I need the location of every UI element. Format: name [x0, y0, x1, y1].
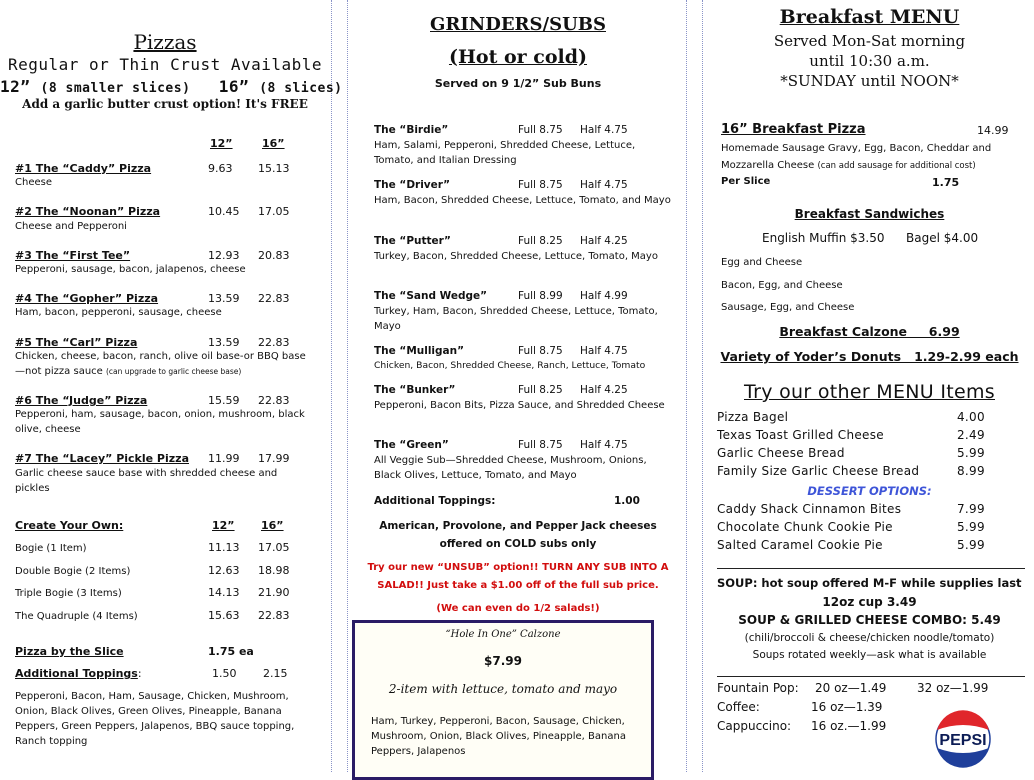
- dessert-price: 5.99: [957, 520, 985, 534]
- cheese-line-2: offered on COLD subs only: [439, 538, 597, 550]
- breakfast-column: [705, 0, 1034, 772]
- create-item-price-12: 12.63: [208, 564, 240, 577]
- pepsi-logo-icon: [920, 708, 1006, 768]
- sub-full-price: Full 8.75: [518, 345, 563, 357]
- pizza-desc: Ham, bacon, pepperoni, sausage, cheese: [15, 307, 222, 318]
- pizza-by-slice-price: 1.75 ea: [208, 645, 254, 658]
- breakfast-served: Served Mon-Sat morning: [773, 32, 966, 50]
- pizza-name: #4 The “Gopher” Pizza: [15, 292, 159, 305]
- column-divider: [686, 0, 687, 772]
- pizza-desc: Cheese and Pepperoni: [15, 221, 127, 232]
- soup-cup: 12oz cup 3.49: [822, 595, 917, 609]
- pizza-name: #6 The “Judge” Pizza: [15, 394, 148, 407]
- pizza-price-16: 22.83: [258, 292, 290, 305]
- toppings-list: Pepperoni, Bacon, Ham, Sausage, Chicken, Mushroom, Onion, Black Olives, Green Olives, Pineapple, Banana Peppers, Green Peppers, Jalapenos, BBQ sauce topping, Ranch topping: [15, 691, 295, 747]
- other-item-name: Garlic Cheese Bread: [717, 446, 845, 460]
- other-item-price: 2.49: [957, 428, 985, 442]
- toppings-label: Additional Toppings:: [15, 667, 142, 680]
- pizzas-column: [0, 0, 343, 772]
- sub-half-price: Half 4.75: [580, 179, 628, 191]
- create-item-name: Bogie (1 Item): [15, 543, 87, 554]
- other-item-price: 8.99: [957, 464, 985, 478]
- sub-half-price: Half 4.25: [580, 384, 628, 396]
- pizza-price-12: 10.45: [208, 205, 240, 218]
- sandwich-item: Sausage, Egg, and Cheese: [721, 302, 855, 313]
- calzone-price: $7.99: [484, 654, 522, 668]
- pizza-name: #1 The “Caddy” Pizza: [15, 162, 152, 175]
- sub-full-price: Full 8.99: [518, 290, 563, 302]
- col-16-header: 16”: [261, 519, 284, 532]
- pizza-price-12: 13.59: [208, 292, 240, 305]
- breakfast-pizza-price: 14.99: [977, 124, 1009, 137]
- calzone-desc: 2-item with lettuce, tomato and mayo: [388, 682, 618, 696]
- create-item-price-16: 17.05: [258, 541, 290, 554]
- sub-half-price: Half 4.75: [580, 124, 628, 136]
- dessert-title: DESSERT OPTIONS:: [807, 484, 932, 498]
- size-line: 12” (8 smaller slices) 16” (8 slices): [0, 77, 343, 96]
- other-item-name: Pizza Bagel: [717, 410, 789, 424]
- soup-line: SOUP: hot soup offered M-F while supplies last: [717, 576, 1022, 590]
- pizza-price-12: 13.59: [208, 336, 240, 349]
- breakfast-pizza-desc: Mozzarella Cheese (can add sausage for additional cost): [721, 160, 976, 171]
- pizza-desc: Pepperoni, ham, sausage, bacon, onion, mushroom, black olive, cheese: [15, 409, 305, 435]
- breakfast-until: until 10:30 a.m.: [809, 52, 930, 70]
- section-divider: [717, 676, 1025, 677]
- breakfast-pizza-name: 16” Breakfast Pizza: [721, 122, 866, 137]
- grinders-title: GRINDERS/SUBS: [430, 14, 606, 35]
- pizza-price-12: 15.59: [208, 394, 240, 407]
- section-divider: [717, 568, 1025, 569]
- soups-rotated: Soups rotated weekly—ask what is available: [752, 649, 987, 661]
- pizza-price-16: 17.99: [258, 452, 290, 465]
- pizza-note: (can upgrade to garlic cheese base): [106, 367, 242, 376]
- toppings-price-16: 2.15: [263, 667, 288, 680]
- sub-half-price: Half 4.99: [580, 290, 628, 302]
- pizza-price-12: 9.63: [208, 162, 233, 175]
- other-item-name: Family Size Garlic Cheese Bread: [717, 464, 920, 478]
- dessert-name: Salted Caramel Cookie Pie: [717, 538, 883, 552]
- other-menu-title: Try our other MENU Items: [744, 381, 995, 403]
- create-item-price-16: 21.90: [258, 586, 290, 599]
- column-divider: [702, 0, 703, 772]
- calzone-box: [352, 620, 654, 780]
- col-12-header: 12”: [212, 519, 235, 532]
- breakfast-calzone: Breakfast Calzone 6.99: [779, 324, 960, 339]
- col-12-header: 12”: [210, 137, 233, 150]
- sub-name: The “Green”: [374, 439, 449, 451]
- dessert-price: 7.99: [957, 502, 985, 516]
- coffee-price: 16 oz—1.39: [811, 700, 883, 714]
- create-item-name: Double Bogie (2 Items): [15, 566, 131, 577]
- pizza-desc: Chicken, cheese, bacon, ranch, olive oil base-or BBQ base—not pizza sauce (can upgrade to garlic cheese base): [15, 351, 306, 377]
- grinders-column: [350, 0, 686, 772]
- pizza-price-12: 12.93: [208, 249, 240, 262]
- cheese-line-1: American, Provolone, and Pepper Jack cheeses: [379, 520, 657, 532]
- donuts: Variety of Yoder’s Donuts 1.29-2.99 each: [720, 349, 1019, 364]
- fountain-label: Fountain Pop:: [717, 681, 799, 695]
- sub-full-price: Full 8.75: [518, 179, 563, 191]
- sub-full-price: Full 8.25: [518, 384, 563, 396]
- sub-name: The “Bunker”: [374, 384, 456, 396]
- per-slice-price: 1.75: [932, 176, 960, 189]
- sub-desc: All Veggie Sub—Shredded Cheese, Mushroom, Onions, Black Olives, Lettuce, Tomato, and Mayo: [374, 455, 647, 481]
- soup-combo: SOUP & GRILLED CHEESE COMBO: 5.49: [738, 613, 1001, 627]
- sub-name: The “Sand Wedge”: [374, 290, 487, 302]
- pizza-price-16: 17.05: [258, 205, 290, 218]
- pepsi-wordmark: PEPSI: [939, 732, 987, 749]
- pizza-desc: Garlic cheese sauce base with shredded cheese and pickles: [15, 468, 278, 494]
- sub-desc: Pepperoni, Bacon Bits, Pizza Sauce, and Shredded Cheese: [374, 400, 665, 411]
- sub-toppings-price: 1.00: [614, 495, 640, 507]
- bagel-price: Bagel $4.00: [906, 231, 979, 245]
- sub-toppings-label: Additional Toppings:: [374, 495, 496, 507]
- toppings-price-12: 1.50: [212, 667, 237, 680]
- other-item-price: 5.99: [957, 446, 985, 460]
- pizza-name: #2 The “Noonan” Pizza: [15, 205, 161, 218]
- sub-half-price: Half 4.75: [580, 439, 628, 451]
- create-item-price-12: 11.13: [208, 541, 240, 554]
- create-item-name: Triple Bogie (3 Items): [15, 588, 122, 599]
- sub-full-price: Full 8.25: [518, 235, 563, 247]
- sub-name: The “Driver”: [374, 179, 451, 191]
- dessert-name: Chocolate Chunk Cookie Pie: [717, 520, 893, 534]
- create-item-price-12: 15.63: [208, 609, 240, 622]
- breakfast-sandwiches-title: Breakfast Sandwiches: [794, 207, 945, 221]
- create-your-own-label: Create Your Own:: [15, 519, 124, 532]
- column-divider: [347, 0, 348, 772]
- create-item-price-16: 18.98: [258, 564, 290, 577]
- coffee-label: Coffee:: [717, 700, 760, 714]
- pizza-price-16: 22.83: [258, 336, 290, 349]
- calzone-title: “Hole In One” Calzone: [445, 629, 561, 640]
- sub-desc: Ham, Salami, Pepperoni, Shredded Cheese, Lettuce, Tomato, and Italian Dressing: [374, 140, 636, 166]
- sub-full-price: Full 8.75: [518, 124, 563, 136]
- sub-desc: Turkey, Ham, Bacon, Shredded Cheese, Lettuce, Tomato, Mayo: [374, 306, 658, 332]
- per-slice-label: Per Slice: [721, 176, 771, 187]
- sub-half-price: Half 4.25: [580, 235, 628, 247]
- pizza-name: #7 The “Lacey” Pickle Pizza: [15, 452, 189, 465]
- fountain-32: 32 oz—1.99: [917, 681, 989, 695]
- sandwich-item: Bacon, Egg, and Cheese: [721, 280, 843, 291]
- pizzas-title: Pizzas: [133, 30, 197, 54]
- unsub-line-2: SALAD!! Just take a $1.00 off of the full sub price.: [377, 580, 659, 591]
- pizza-price-16: 15.13: [258, 162, 290, 175]
- grinders-subtitle: (Hot or cold): [448, 46, 588, 68]
- pizza-price-16: 22.83: [258, 394, 290, 407]
- column-divider: [331, 0, 332, 772]
- pizza-name: #3 The “First Tee”: [15, 249, 131, 262]
- col-16-header: 16”: [262, 137, 285, 150]
- pizza-desc: Pepperoni, sausage, bacon, jalapenos, cheese: [15, 264, 246, 275]
- breakfast-sunday: *SUNDAY until NOON*: [780, 72, 959, 90]
- create-item-price-12: 14.13: [208, 586, 240, 599]
- pizza-price-16: 20.83: [258, 249, 290, 262]
- create-item-name: The Quadruple (4 Items): [15, 611, 138, 622]
- sub-desc: Ham, Bacon, Shredded Cheese, Lettuce, Tomato, and Mayo: [374, 195, 671, 206]
- cappuccino-label: Cappuccino:: [717, 719, 792, 733]
- unsub-line-1: Try our new “UNSUB” option!! TURN ANY SUB INTO A: [367, 562, 669, 573]
- fountain-20: 20 oz—1.49: [815, 681, 887, 695]
- crust-line: Regular or Thin Crust Available: [7, 55, 323, 74]
- sub-name: The “Birdie”: [374, 124, 449, 136]
- other-item-price: 4.00: [957, 410, 985, 424]
- create-item-price-16: 22.83: [258, 609, 290, 622]
- sub-desc: Chicken, Bacon, Shredded Cheese, Ranch, Lettuce, Tomato: [374, 360, 646, 371]
- breakfast-pizza-desc: Homemade Sausage Gravy, Egg, Bacon, Cheddar and: [721, 143, 992, 154]
- other-item-name: Texas Toast Grilled Cheese: [717, 428, 884, 442]
- sub-name: The “Mulligan”: [374, 345, 465, 357]
- unsub-line-3: (We can even do 1/2 salads!): [436, 603, 600, 614]
- pizza-by-slice-label: Pizza by the Slice: [15, 645, 124, 658]
- sub-half-price: Half 4.75: [580, 345, 628, 357]
- pizza-name: #5 The “Carl” Pizza: [15, 336, 138, 349]
- english-muffin-price: English Muffin $3.50: [762, 231, 885, 245]
- sub-full-price: Full 8.75: [518, 439, 563, 451]
- garlic-note: Add a garlic butter crust option! It's FREE: [22, 97, 308, 111]
- dessert-name: Caddy Shack Cinnamon Bites: [717, 502, 902, 516]
- pizza-desc: Cheese: [15, 177, 52, 188]
- cappuccino-price: 16 oz.—1.99: [811, 719, 887, 733]
- soup-flavors: (chili/broccoli & cheese/chicken noodle/tomato): [744, 632, 995, 644]
- grinders-served: Served on 9 1/2” Sub Buns: [434, 77, 602, 90]
- dessert-price: 5.99: [957, 538, 985, 552]
- breakfast-title: Breakfast MENU: [779, 6, 960, 28]
- sub-name: The “Putter”: [374, 235, 451, 247]
- sub-desc: Turkey, Bacon, Shredded Cheese, Lettuce, Tomato, Mayo: [374, 251, 658, 262]
- pizza-price-12: 11.99: [208, 452, 240, 465]
- sandwich-item: Egg and Cheese: [721, 257, 803, 268]
- calzone-toppings: Ham, Turkey, Pepperoni, Bacon, Sausage, Chicken, Mushroom, Onion, Black Olives, Pineapple, Banana Peppers, Jalapenos: [371, 716, 626, 757]
